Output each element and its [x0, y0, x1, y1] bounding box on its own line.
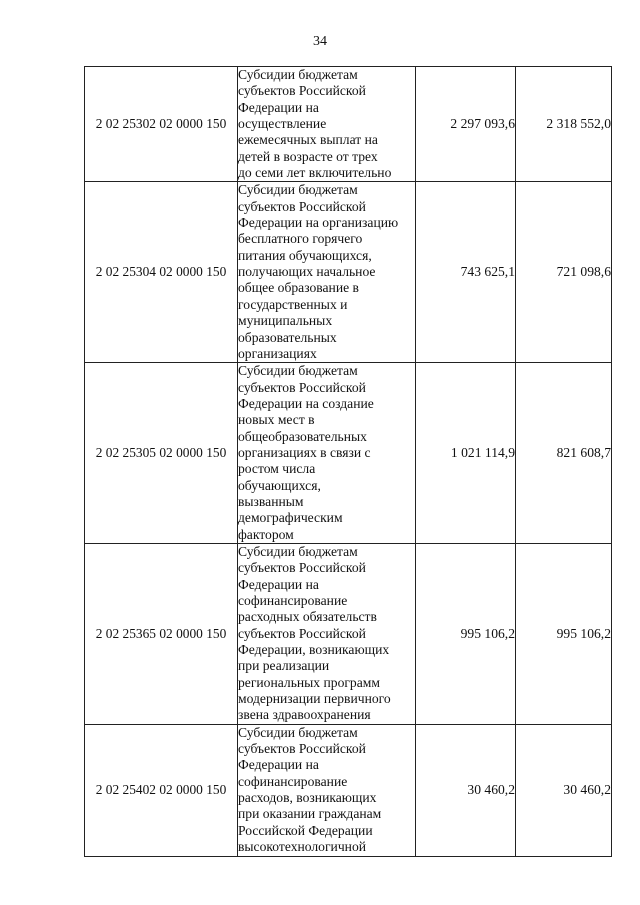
name-line: фактором — [238, 526, 294, 542]
name-line: при реализации — [238, 658, 330, 674]
name-line: региональных программ — [238, 674, 380, 690]
table-row — [85, 67, 612, 182]
name-line: софинансирование — [238, 593, 348, 608]
amount-year-2-cell: 721 098,6 — [516, 182, 612, 363]
name-line: Субсидии бюджетам — [238, 182, 358, 198]
amount-year-1-cell: 30 460,2 — [416, 724, 516, 856]
name-line: Федерации на создание — [238, 395, 374, 411]
income-code-cell: 2 02 25402 02 0000 150 — [85, 724, 238, 856]
amount-year-2-cell: 30 460,2 — [516, 724, 612, 856]
name-line: при оказании гражданам — [238, 806, 382, 822]
name-line: Субсидии бюджетам — [238, 543, 358, 559]
income-name-cell — [238, 724, 416, 856]
name-line: ежемесячных выплат на — [238, 132, 378, 148]
name-line: осуществление — [238, 116, 327, 132]
name-line: вызванным — [238, 493, 304, 509]
name-line: субъектов Российской — [238, 83, 366, 99]
amount-year-2-cell: 821 608,7 — [516, 363, 612, 544]
name-line: общеобразовательных — [238, 428, 367, 444]
name-line: Федерации на — [238, 757, 319, 773]
budget-table — [84, 66, 612, 857]
name-line: муниципальных — [238, 313, 333, 329]
name-line: общее образование в — [238, 280, 359, 296]
name-line: ростом числа — [238, 461, 316, 477]
name-line: демографическим — [238, 510, 343, 526]
income-name-cell — [238, 363, 416, 544]
name-line: получающих начальное — [238, 264, 376, 280]
name-line: Субсидии бюджетам — [238, 724, 358, 740]
name-line: новых мест в — [238, 412, 315, 428]
name-line: софинансирование — [238, 773, 348, 789]
name-line: расходов, возникающих — [238, 790, 377, 806]
name-line: звена здравоохранения — [238, 707, 371, 723]
name-line: Субсидии бюджетам — [238, 363, 358, 379]
amount-year-1-cell: 1 021 114,9 — [416, 363, 516, 544]
name-line: субъектов Российской — [238, 625, 366, 641]
amount-year-2-cell: 995 106,2 — [516, 543, 612, 724]
name-line: обучающихся, — [238, 477, 321, 493]
name-line: детей в возрасте от трех — [238, 148, 378, 164]
table-row — [85, 182, 612, 363]
name-line: бесплатного горячего — [238, 231, 363, 247]
name-line: образовательных — [238, 329, 337, 345]
name-line: Субсидии бюджетам — [238, 67, 358, 82]
name-line: Российской Федерации — [238, 822, 373, 838]
name-line: Федерации на — [238, 99, 319, 115]
amount-year-1-cell: 2 297 093,6 — [416, 67, 516, 182]
name-line: государственных и — [238, 296, 348, 312]
budget-table-body — [85, 67, 612, 857]
name-line: субъектов Российской — [238, 198, 366, 214]
amount-year-1-cell: 995 106,2 — [416, 543, 516, 724]
name-line: питания обучающихся, — [238, 247, 372, 263]
name-line: Федерации на — [238, 576, 319, 592]
name-line: модернизации первичного — [238, 691, 391, 707]
name-line: высокотехнологичной — [238, 839, 367, 855]
income-code-cell: 2 02 25302 02 0000 150 — [85, 67, 238, 182]
name-line: до семи лет включительно — [238, 165, 392, 181]
table-row — [85, 363, 612, 544]
page-number: 34 — [313, 34, 327, 49]
amount-year-1-cell: 743 625,1 — [416, 182, 516, 363]
name-line: организациях в связи с — [238, 444, 371, 460]
income-code-cell: 2 02 25365 02 0000 150 — [85, 543, 238, 724]
amount-year-2-cell: 2 318 552,0 — [516, 67, 612, 182]
name-line: Федерации, возникающих — [238, 642, 390, 658]
income-name-cell — [238, 182, 416, 363]
income-code-cell: 2 02 25305 02 0000 150 — [85, 363, 238, 544]
name-line: Федерации на организацию — [238, 215, 399, 231]
income-code-cell: 2 02 25304 02 0000 150 — [85, 182, 238, 363]
name-line: расходных обязательств — [238, 609, 377, 625]
table-row — [85, 724, 612, 856]
name-line: субъектов Российской — [238, 560, 366, 576]
table-row — [85, 543, 612, 724]
name-line: организациях — [238, 345, 317, 361]
income-name-cell — [238, 67, 416, 182]
income-name-cell — [238, 543, 416, 724]
name-line: субъектов Российской — [238, 379, 366, 395]
name-line: субъектов Российской — [238, 741, 366, 757]
